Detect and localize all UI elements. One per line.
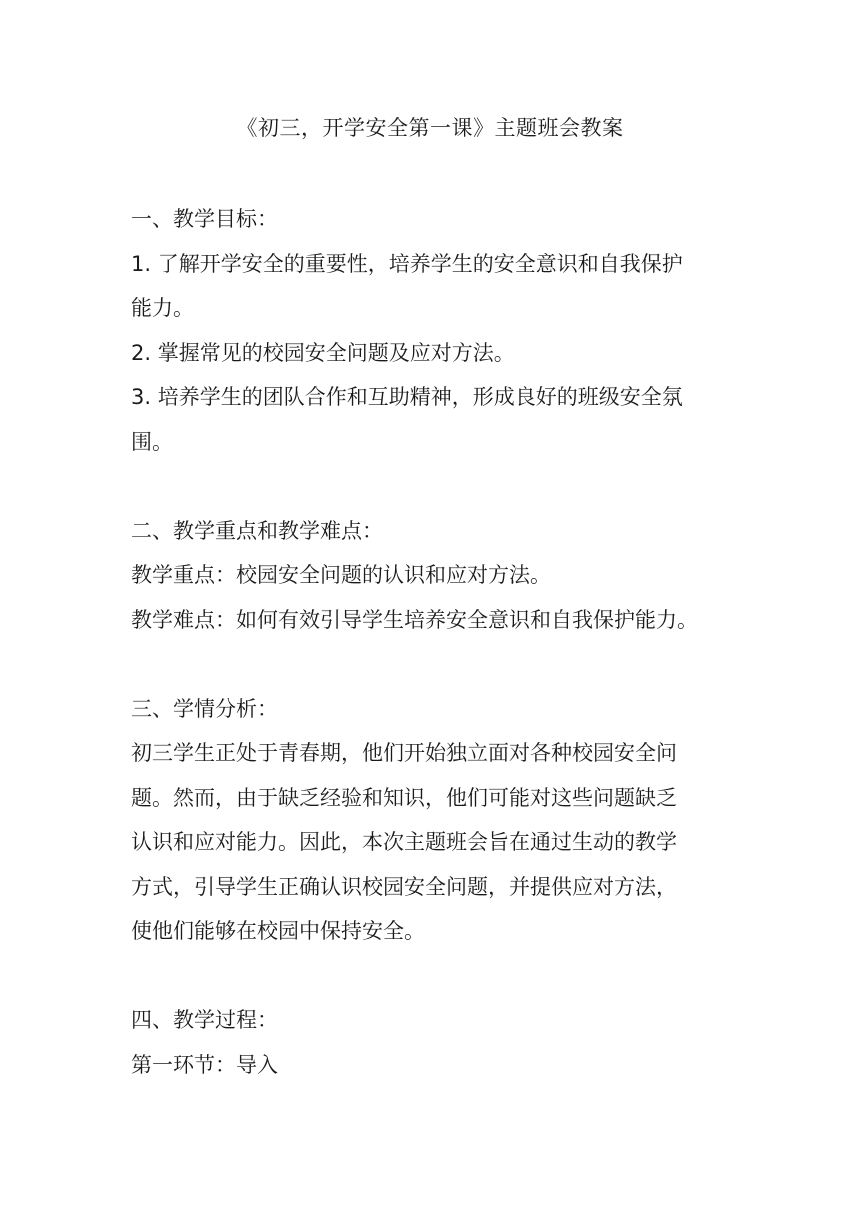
objective-item-1: 1. 了解开学安全的重要性，培养学生的安全意识和自我保护 <box>131 251 683 276</box>
blank-line <box>131 642 731 687</box>
key-point-difficulty: 教学难点：如何有效引导学生培养安全意识和自我保护能力。 <box>131 607 698 632</box>
analysis-line-5: 使他们能够在校园中保持安全。 <box>131 919 425 943</box>
section-heading-objectives: 一、教学目标： <box>131 207 278 231</box>
section-heading-analysis: 三、学情分析： <box>131 696 278 721</box>
key-point-focus: 教学重点：校园安全问题的认识和应对方法。 <box>131 563 551 587</box>
analysis-line-3: 认识和应对能力。因此，本次主题班会旨在通过生动的教学 <box>131 830 677 854</box>
blank-line <box>131 464 731 509</box>
document-title: 《初三，开学安全第一课》主题班会教案 <box>236 116 624 140</box>
objective-item-3-continued: 围。 <box>131 429 173 454</box>
section-heading-key-points: 二、教学重点和教学难点： <box>131 518 383 543</box>
analysis-line-1: 初三学生正处于青春期，他们开始独立面对各种校园安全问 <box>131 741 677 765</box>
blank-line <box>131 954 731 999</box>
objective-item-2: 2. 掌握常见的校园安全问题及应对方法。 <box>131 340 515 365</box>
process-step-1: 第一环节：导入 <box>131 1052 278 1077</box>
objective-item-1-continued: 能力。 <box>131 296 194 320</box>
analysis-line-4: 方式，引导学生正确认识校园安全问题，并提供应对方法， <box>131 874 677 899</box>
objective-item-3: 3. 培养学生的团队合作和互助精神，形成良好的班级安全氛 <box>131 385 683 409</box>
document-body <box>131 197 731 1087</box>
analysis-line-2: 题。然而，由于缺乏经验和知识，他们可能对这些问题缺乏 <box>131 785 677 810</box>
section-heading-process: 四、教学过程： <box>131 1008 278 1032</box>
